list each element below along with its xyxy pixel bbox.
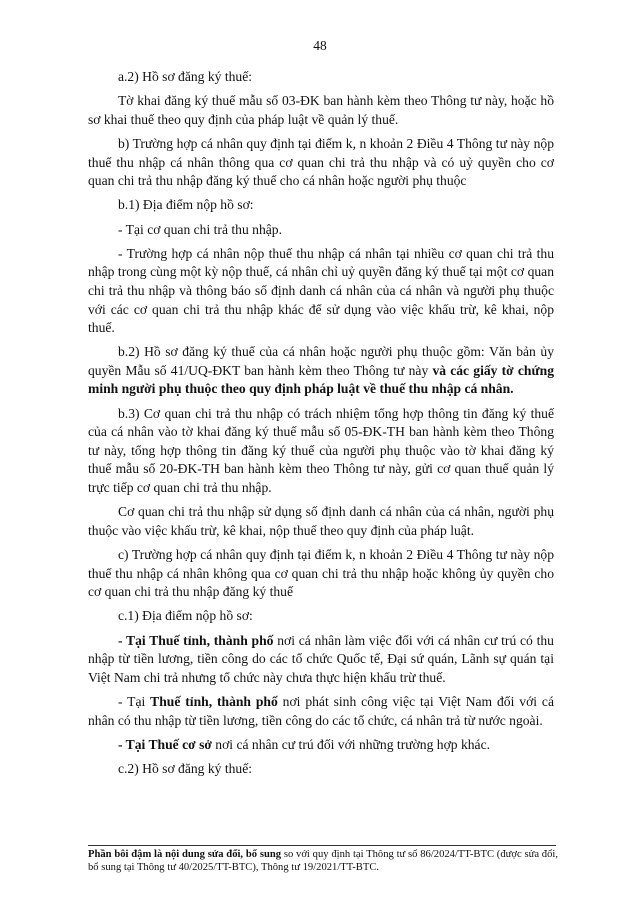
text-run: c.2) Hồ sơ đăng ký thuế: xyxy=(118,760,253,776)
paragraph xyxy=(88,92,554,129)
paragraph xyxy=(88,68,554,87)
paragraph xyxy=(88,736,554,755)
paragraph xyxy=(88,405,554,498)
paragraph xyxy=(88,135,554,191)
bold-text-run: Thuế cơ sở xyxy=(148,736,212,752)
paragraph xyxy=(88,196,554,215)
text-run: b.1) Địa điểm nộp hồ sơ: xyxy=(118,197,254,213)
bold-text-run: Thuế tỉnh, thành phố xyxy=(149,632,274,648)
bold-text-run: Thuế tỉnh, thành phố xyxy=(150,693,278,709)
paragraph xyxy=(88,503,554,540)
bold-text-run: - Tại xyxy=(118,736,149,752)
paragraph xyxy=(88,693,554,730)
text-run: c.1) Địa điểm nộp hồ sơ: xyxy=(118,608,253,624)
text-run: nơi cá nhân cư trú đối với những trường hợp khác. xyxy=(211,736,491,752)
text-run: - Tại xyxy=(118,693,151,709)
bold-text-run: Phần bôi đậm là nội dung sửa đổi, bổ sung xyxy=(88,849,282,860)
text-run: so với quy định tại Thông tư số 86/2024/TT-BTC (được sửa đổi, bổ sung tại Thông tư 40/2025/TT-BTC), Thông tư 19/2021/TT-BTC. xyxy=(88,849,558,873)
footer-note xyxy=(88,848,558,874)
text-run: nơi cá nhân làm việc đối với cá nhân cư trú có thu nhập từ tiền lương, tiền công do các tổ chức Quốc tế, Đại sứ quán, Lãnh sự quán tại Việt Nam chi trả nhưng tổ chức này chưa thực hiện khấu trừ thuế. xyxy=(88,632,554,685)
text-run: c) Trường hợp cá nhân quy định tại điểm k, n khoản 2 Điều 4 Thông tư này nộp thuế thu nhập cá nhân không qua cơ quan chi trả thu nhập hoặc không ủy quyền cho cơ quan chi trả thu nhập đăng ký thuế xyxy=(88,547,554,600)
paragraph xyxy=(88,632,554,688)
text-run: b) Trường hợp cá nhân quy định tại điểm k, n khoản 2 Điều 4 Thông tư này nộp thuế thu nhập cá nhân thông qua cơ quan chi trả thu nhập và có uỷ quyền cho cơ quan chi trả thu nhập đăng ký thuế cho cá nhân hoặc người phụ thuộc xyxy=(88,135,554,189)
paragraph xyxy=(88,607,554,626)
text-run: Cơ quan chi trả thu nhập sử dụng số định danh cá nhân của cá nhân, người phụ thuộc vào việc khấu trừ, kê khai, nộp thuế theo quy định của pháp luật. xyxy=(88,504,554,538)
text-run: a.2) Hồ sơ đăng ký thuế: xyxy=(118,69,253,84)
text-run: - Tại cơ quan chi trả thu nhập. xyxy=(118,221,282,237)
text-run: - Trường hợp cá nhân nộp thuế thu nhập cá nhân tại nhiều cơ quan chi trả thu nhập trong cùng một kỳ nộp thuế, cá nhân chỉ uỷ quyền đăng ký thuế tại một cơ quan chi trả thu nhập và thông báo số định danh cá nhân của cá nhân và người phụ thuộc với các cơ quan chi trả thu nhập khác để sử dụng vào việc khấu trừ, kê khai, nộp thuế. xyxy=(88,245,554,336)
document-body xyxy=(88,68,554,779)
text-run: Tờ khai đăng ký thuế mẫu số 03-ĐK ban hành kèm theo Thông tư này, hoặc hồ sơ khai thuế theo quy định của pháp luật về quản lý thuế. xyxy=(88,93,554,127)
text-run: b.3) Cơ quan chi trả thu nhập có trách nhiệm tổng hợp thông tin đăng ký thuế của cá nhân vào tờ khai đăng ký thuế mẫu số 05-ĐK-TH ban hành kèm theo Thông tư này, tổng hợp thông tin đăng ký thuế của người phụ thuộc vào tờ khai đăng ký thuế mẫu số 20-ĐK-TH ban hành kèm theo Thông tư này, gửi cơ quan thuế quản lý trực tiếp cơ quan chi trả thu nhập. xyxy=(88,405,554,496)
bold-text-run: - Tại xyxy=(118,632,150,648)
paragraph xyxy=(88,760,554,779)
bold-text-run: và các giấy tờ chứng minh người phụ thuộc theo quy định pháp luật về thuế thu nhập cá nhân. xyxy=(88,362,554,397)
paragraph xyxy=(88,343,554,399)
paragraph xyxy=(88,245,554,338)
paragraph xyxy=(88,546,554,602)
footer-divider xyxy=(88,845,556,846)
paragraph xyxy=(88,221,554,240)
page-number: 48 xyxy=(313,38,327,53)
text-run: nơi phát sinh công việc tại Việt Nam đối với cá nhân có thu nhập từ tiền lương, tiền công do các tổ chức, cá nhân trả từ nước ngoài. xyxy=(88,693,554,728)
text-run: b.2) Hồ sơ đăng ký thuế của cá nhân hoặc người phụ thuộc gồm: Văn bản ủy quyền Mẫu số 41/UQ-ĐKT ban hành kèm theo Thông tư này xyxy=(88,344,554,378)
